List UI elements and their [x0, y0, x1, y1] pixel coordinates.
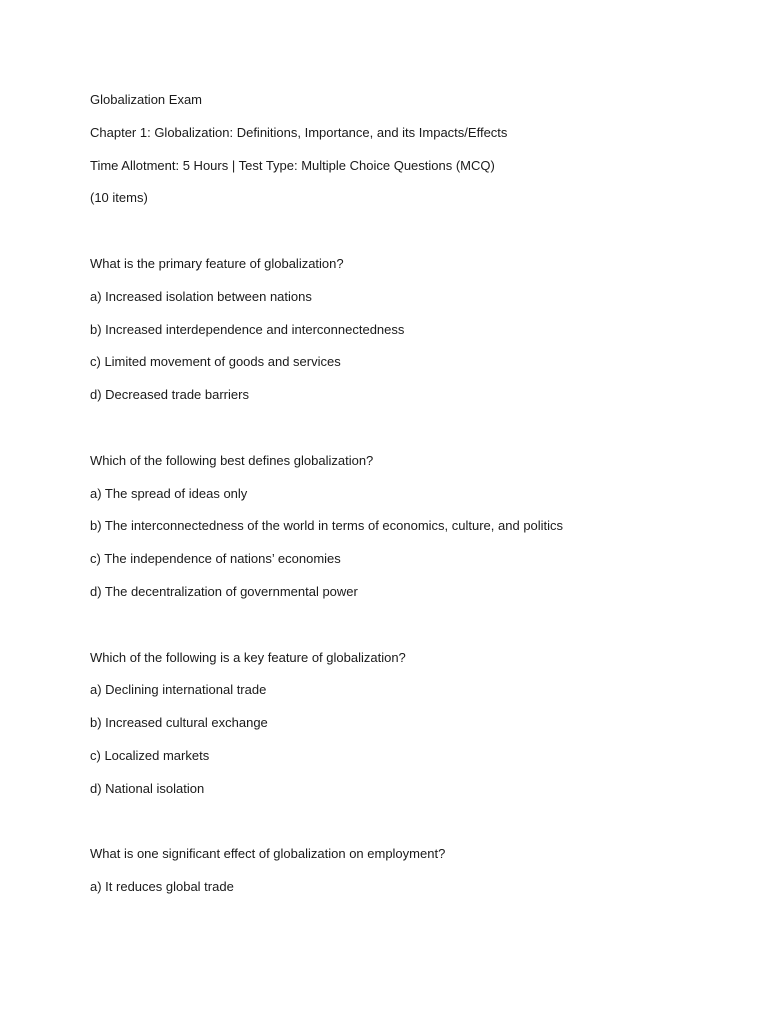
question-2-option-d: d) The decentralization of governmental power [90, 583, 358, 599]
question-2-option-c: c) The independence of nations’ economies [90, 551, 341, 567]
question-4-option-a: a) It reduces global trade [90, 879, 234, 895]
blank-line [90, 814, 710, 830]
document-body [90, 92, 710, 912]
blank-line [90, 420, 710, 436]
blank-line [90, 617, 710, 633]
question-3-option-d: d) National isolation [90, 780, 205, 796]
question-3-option-c: c) Localized markets [90, 747, 210, 763]
blank-line [90, 223, 710, 239]
question-4: What is one significant effect of globalization on employment? [90, 846, 446, 862]
question-1-option-a: a) Increased isolation between nations [90, 288, 312, 304]
question-3: Which of the following is a key feature of globalization? [90, 649, 406, 665]
question-2: Which of the following best defines globalization? [90, 452, 374, 468]
question-1-option-d: d) Decreased trade barriers [90, 387, 249, 403]
question-3-option-a: a) Declining international trade [90, 682, 267, 698]
question-1: What is the primary feature of globalization? [90, 255, 344, 271]
item-count: (10 items) [90, 190, 148, 206]
question-2-option-b: b) The interconnectedness of the world in terms of economics, culture, and politics [90, 518, 564, 534]
time-allotment-info: Time Allotment: 5 Hours | Test Type: Multiple Choice Questions (MCQ) [90, 157, 495, 173]
question-3-option-b: b) Increased cultural exchange [90, 715, 268, 731]
question-1-option-c: c) Limited movement of goods and services [90, 354, 341, 370]
question-2-option-a: a) The spread of ideas only [90, 485, 248, 501]
question-1-option-b: b) Increased interdependence and interconnectedness [90, 321, 405, 337]
chapter-heading: Chapter 1: Globalization: Definitions, Importance, and its Impacts/Effects [90, 124, 508, 140]
exam-title: Globalization Exam [90, 92, 202, 107]
